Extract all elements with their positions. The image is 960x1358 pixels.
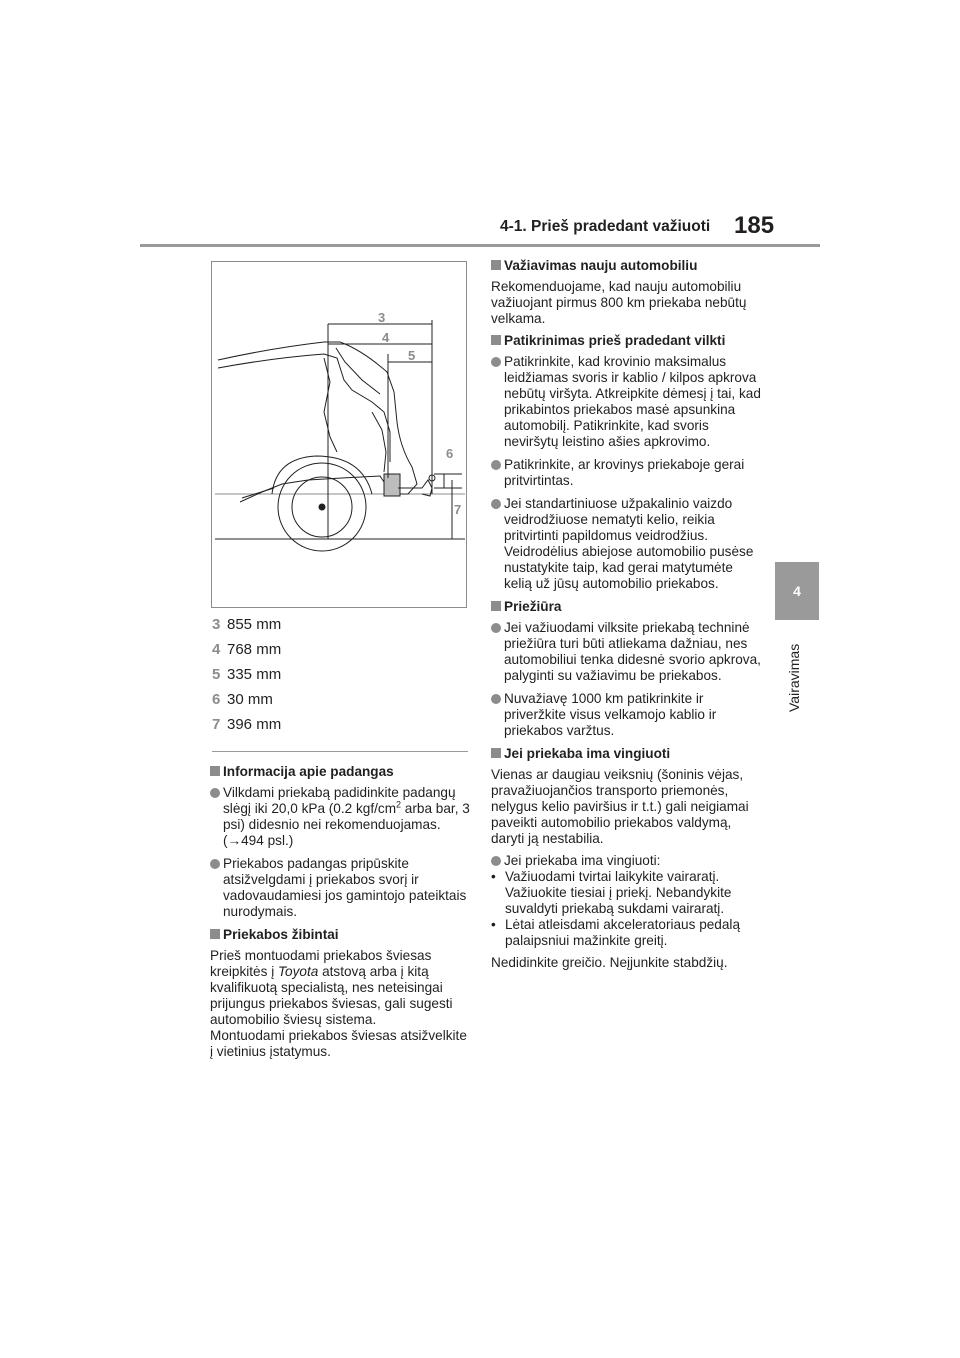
sway-paragraph: Vienas ar daugiau veiksnių (šoninis vėjas, pravažiuojančios transporto priemonės, nelygus kelio paviršius ir t.t.) gali neigiamai paveikti automobilio priekabos valdymą, daryti ją nestabilia. xyxy=(491,767,749,846)
dot-marker: • xyxy=(491,917,496,932)
dimension-lines xyxy=(328,320,462,539)
tires-bullet-1 xyxy=(210,785,472,849)
check-heading-text: Patikrinimas prieš pradedant vilkti xyxy=(504,333,726,348)
section-divider xyxy=(212,751,468,752)
vehicle-rear-illustration xyxy=(212,262,468,609)
tires-heading-text: Informacija apie padangas xyxy=(223,764,394,779)
callout-6: 6 xyxy=(446,446,454,461)
sway-heading xyxy=(491,746,761,762)
dimension-item xyxy=(212,687,281,712)
round-bullet-icon xyxy=(491,856,501,866)
body-outline xyxy=(218,342,417,494)
callout-7: 7 xyxy=(454,502,462,517)
maintenance-bullet-1-text: Jei važiuodami vilksite priekabą techninė priežiūra turi būti atliekama dažniau, nes automobiliui tenka didesnė svorio apkrova, palyginti su važiavimu be priekabos. xyxy=(504,620,761,683)
right-column xyxy=(491,258,761,977)
dimension-value: 335 mm xyxy=(227,666,282,683)
check-bullet-3-text: Jei standartiniuose užpakalinio vaizdo veidrodžiuose nematyti kelio, reikia pritvirtinti papildomus veidrodžius. Veidrodėlius abiejose automobilio pusėse nustatykite taip, kad gerai matytumėte kelią už jūsų automobilio priekabos. xyxy=(504,496,754,591)
tires-bullet-1-text-a: Vilkdami priekabą padidinkite padangų slėgį iki 20,0 kPa (0.2 kgf/cm xyxy=(223,785,456,816)
lamps-text-b: atstovą arba į kitą kvalifikuotą specialistą, nes neteisingai prijungus priekabos šviesas, gali sugesti automobilio šviesų sistema. xyxy=(210,964,453,1027)
arrow-icon: → xyxy=(227,833,242,848)
superscript: 2 xyxy=(396,799,402,810)
header-divider xyxy=(140,244,820,247)
lamps-paragraph xyxy=(210,948,472,1028)
square-bullet-icon xyxy=(210,766,220,776)
check-bullet-3 xyxy=(491,496,761,592)
maintenance-heading xyxy=(491,599,761,615)
square-bullet-icon xyxy=(491,748,501,758)
check-bullet-2 xyxy=(491,457,761,489)
dimension-number: 4 xyxy=(212,641,221,658)
maintenance-bullet-2 xyxy=(491,691,761,739)
chapter-tab: 4 xyxy=(775,562,819,620)
page-number: 185 xyxy=(734,212,775,239)
square-bullet-icon xyxy=(491,601,501,611)
check-bullet-2-text: Patikrinkite, ar krovinys priekaboje gerai pritvirtintas. xyxy=(504,457,745,488)
round-bullet-icon xyxy=(210,788,220,798)
dimension-item xyxy=(212,612,281,637)
chapter-tab-label-wrap xyxy=(786,632,806,712)
square-bullet-icon xyxy=(210,929,220,939)
sway-sub-item-2 xyxy=(491,917,761,949)
dot-marker: • xyxy=(491,869,496,884)
dimension-value: 396 mm xyxy=(227,716,282,733)
dimension-value: 855 mm xyxy=(227,616,282,633)
dimension-number: 3 xyxy=(212,616,221,633)
dimension-list xyxy=(212,612,281,737)
round-bullet-icon xyxy=(491,460,501,470)
lamps-heading xyxy=(210,927,472,943)
square-bullet-icon xyxy=(491,260,501,270)
section-title: 4-1. Prieš pradedant važiuoti xyxy=(500,218,711,235)
tires-heading xyxy=(210,764,472,780)
check-bullet-1 xyxy=(491,354,761,450)
new-vehicle-paragraph: Rekomenduojame, kad nauju automobiliu važiuojant pirmus 800 km priekaba nebūtų velkama. xyxy=(491,279,747,326)
maintenance-heading-text: Priežiūra xyxy=(504,599,562,614)
lamps-paragraph-2: Montuodami priekabos šviesas atsižvelkite į vietinius įstatymus. xyxy=(210,1028,467,1059)
dimension-item xyxy=(212,662,281,687)
callout-4: 4 xyxy=(382,330,390,345)
brand-name: Toyota xyxy=(278,964,319,979)
maintenance-bullet-1 xyxy=(491,620,761,684)
dimension-number: 7 xyxy=(212,716,221,733)
lamps-heading-text: Priekabos žibintai xyxy=(223,927,339,942)
callout-3: 3 xyxy=(378,310,386,325)
sway-bullet-1 xyxy=(491,853,761,869)
tires-bullet-1-text-b: arba bar, 3 psi) didesnio nei rekomenduojamas. ( xyxy=(223,801,470,848)
tires-bullet-2-text: Priekabos padangas pripūskite atsižvelgdami į priekabos svorį ir vadovaudamiesi jos gamintojo pateiktais nurodymais. xyxy=(223,856,467,919)
sway-sub-item-1-text: Važiuodami tvirtai laikykite vairaratį. Važiuokite tiesiai į priekį. Nebandykite suvaldyti priekabą sukdami vairaratį. xyxy=(505,869,732,916)
chapter-tab-label: Vairavimas xyxy=(786,643,802,712)
new-vehicle-heading xyxy=(491,258,761,274)
sway-heading-text: Jei priekaba ima vingiuoti xyxy=(504,746,671,761)
dimension-item xyxy=(212,712,281,737)
round-bullet-icon xyxy=(491,357,501,367)
callout-5: 5 xyxy=(408,348,416,363)
check-heading xyxy=(491,333,761,349)
page-reference-link[interactable]: 494 psl.) xyxy=(241,833,294,848)
tires-bullet-2 xyxy=(210,856,472,920)
round-bullet-icon xyxy=(210,859,220,869)
sway-final-paragraph: Nedidinkite greičio. Neįjunkite stabdžių. xyxy=(491,955,728,970)
round-bullet-icon xyxy=(491,623,501,633)
round-bullet-icon xyxy=(491,694,501,704)
sway-sub-item-1 xyxy=(491,869,761,917)
dimension-item xyxy=(212,637,281,662)
check-bullet-1-text: Patikrinkite, kad krovinio maksimalus leidžiamas svoris ir kablio / kilpos apkrova nebūtų viršyta. Atkreipkite dėmesį į tai, kad prikabintos priekabos masė apsunkina automobilį. Patikrinkite, kad svoris neviršytų leistino ašies apkrovimo. xyxy=(504,354,761,449)
sway-bullet-1-text: Jei priekaba ima vingiuoti: xyxy=(504,853,661,868)
sway-sub-item-2-text: Lėtai atleisdami akceleratoriaus pedalą palaipsniui mažinkite greitį. xyxy=(505,917,741,948)
dimension-value: 768 mm xyxy=(227,641,282,658)
dimension-value: 30 mm xyxy=(227,691,273,708)
new-vehicle-heading-text: Važiavimas nauju automobiliu xyxy=(504,258,698,273)
lamps-text-a: Prieš montuodami priekabos šviesas kreipkitės į xyxy=(210,948,432,979)
maintenance-bullet-2-text: Nuvažiavę 1000 km patikrinkite ir priveržkite visus velkamojo kablio ir priekabos varžtus. xyxy=(504,691,717,738)
left-column xyxy=(210,758,472,1066)
dimension-number: 6 xyxy=(212,691,221,708)
square-bullet-icon xyxy=(491,335,501,345)
round-bullet-icon xyxy=(491,499,501,509)
dimension-number: 5 xyxy=(212,666,221,683)
vehicle-hitch-diagram xyxy=(211,261,467,608)
